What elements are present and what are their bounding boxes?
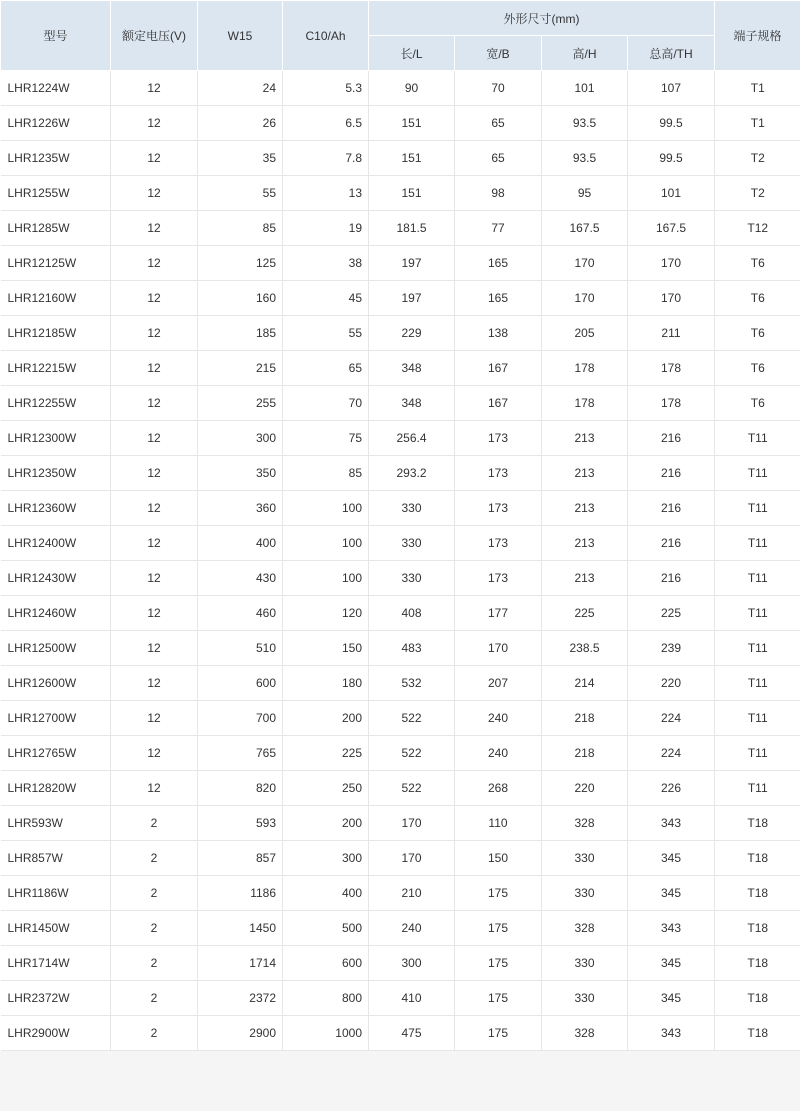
cell-w15: 350	[198, 456, 283, 491]
cell-voltage: 12	[111, 736, 198, 771]
cell-height: 330	[542, 876, 628, 911]
cell-width: 173	[455, 456, 542, 491]
cell-width: 77	[455, 211, 542, 246]
cell-capacity: 65	[283, 351, 369, 386]
cell-voltage: 12	[111, 701, 198, 736]
table-row	[1, 631, 800, 666]
table-row	[1, 106, 800, 141]
table-row	[1, 141, 800, 176]
cell-length: 483	[369, 631, 455, 666]
cell-terminal: T11	[715, 526, 800, 561]
cell-terminal: T1	[715, 71, 800, 106]
cell-w15: 460	[198, 596, 283, 631]
cell-w15: 26	[198, 106, 283, 141]
cell-height: 220	[542, 771, 628, 806]
cell-width: 167	[455, 386, 542, 421]
table-row	[1, 876, 800, 911]
cell-total-height: 343	[628, 806, 715, 841]
cell-height: 101	[542, 71, 628, 106]
cell-length: 348	[369, 351, 455, 386]
table-row	[1, 701, 800, 736]
cell-model: LHR12185W	[1, 316, 111, 351]
cell-capacity: 100	[283, 491, 369, 526]
header-total-height: 总高/TH	[628, 36, 715, 71]
cell-width: 268	[455, 771, 542, 806]
cell-total-height: 345	[628, 946, 715, 981]
cell-length: 256.4	[369, 421, 455, 456]
cell-model: LHR12360W	[1, 491, 111, 526]
cell-length: 522	[369, 736, 455, 771]
cell-total-height: 99.5	[628, 141, 715, 176]
cell-terminal: T18	[715, 1016, 800, 1051]
cell-length: 170	[369, 841, 455, 876]
cell-capacity: 19	[283, 211, 369, 246]
cell-capacity: 55	[283, 316, 369, 351]
cell-voltage: 12	[111, 526, 198, 561]
cell-terminal: T18	[715, 911, 800, 946]
cell-capacity: 38	[283, 246, 369, 281]
cell-model: LHR12215W	[1, 351, 111, 386]
cell-w15: 255	[198, 386, 283, 421]
cell-length: 532	[369, 666, 455, 701]
cell-capacity: 150	[283, 631, 369, 666]
cell-length: 522	[369, 771, 455, 806]
cell-length: 300	[369, 946, 455, 981]
cell-w15: 55	[198, 176, 283, 211]
cell-voltage: 12	[111, 71, 198, 106]
header-width: 宽/B	[455, 36, 542, 71]
table-row	[1, 421, 800, 456]
cell-total-height: 101	[628, 176, 715, 211]
cell-height: 93.5	[542, 141, 628, 176]
cell-height: 178	[542, 386, 628, 421]
cell-w15: 85	[198, 211, 283, 246]
cell-width: 150	[455, 841, 542, 876]
cell-total-height: 211	[628, 316, 715, 351]
cell-height: 205	[542, 316, 628, 351]
cell-height: 214	[542, 666, 628, 701]
cell-terminal: T11	[715, 701, 800, 736]
cell-width: 173	[455, 421, 542, 456]
cell-total-height: 224	[628, 736, 715, 771]
cell-voltage: 12	[111, 281, 198, 316]
cell-total-height: 178	[628, 386, 715, 421]
cell-length: 240	[369, 911, 455, 946]
cell-capacity: 7.8	[283, 141, 369, 176]
cell-model: LHR12255W	[1, 386, 111, 421]
cell-voltage: 12	[111, 631, 198, 666]
cell-terminal: T6	[715, 246, 800, 281]
cell-capacity: 100	[283, 561, 369, 596]
cell-voltage: 2	[111, 806, 198, 841]
cell-width: 173	[455, 526, 542, 561]
cell-total-height: 216	[628, 491, 715, 526]
header-w15: W15	[198, 1, 283, 71]
cell-w15: 125	[198, 246, 283, 281]
cell-terminal: T11	[715, 561, 800, 596]
cell-height: 218	[542, 701, 628, 736]
cell-terminal: T11	[715, 666, 800, 701]
cell-capacity: 1000	[283, 1016, 369, 1051]
table-header	[1, 1, 800, 71]
cell-voltage: 2	[111, 876, 198, 911]
table-row	[1, 526, 800, 561]
cell-capacity: 200	[283, 806, 369, 841]
cell-total-height: 343	[628, 1016, 715, 1051]
cell-voltage: 12	[111, 491, 198, 526]
cell-model: LHR593W	[1, 806, 111, 841]
cell-length: 293.2	[369, 456, 455, 491]
header-capacity: C10/Ah	[283, 1, 369, 71]
header-voltage: 额定电压(V)	[111, 1, 198, 71]
cell-length: 348	[369, 386, 455, 421]
cell-height: 330	[542, 981, 628, 1016]
cell-model: LHR12765W	[1, 736, 111, 771]
cell-voltage: 12	[111, 141, 198, 176]
cell-model: LHR12160W	[1, 281, 111, 316]
header-length: 长/L	[369, 36, 455, 71]
cell-capacity: 75	[283, 421, 369, 456]
cell-total-height: 216	[628, 456, 715, 491]
cell-total-height: 167.5	[628, 211, 715, 246]
cell-total-height: 343	[628, 911, 715, 946]
cell-capacity: 500	[283, 911, 369, 946]
cell-total-height: 178	[628, 351, 715, 386]
cell-height: 218	[542, 736, 628, 771]
cell-total-height: 216	[628, 526, 715, 561]
cell-model: LHR1226W	[1, 106, 111, 141]
cell-height: 170	[542, 246, 628, 281]
cell-capacity: 100	[283, 526, 369, 561]
cell-total-height: 170	[628, 281, 715, 316]
cell-width: 175	[455, 1016, 542, 1051]
cell-model: LHR2372W	[1, 981, 111, 1016]
cell-voltage: 12	[111, 316, 198, 351]
cell-terminal: T2	[715, 176, 800, 211]
cell-voltage: 2	[111, 1016, 198, 1051]
cell-voltage: 2	[111, 946, 198, 981]
cell-capacity: 70	[283, 386, 369, 421]
table-row	[1, 1016, 800, 1051]
cell-w15: 215	[198, 351, 283, 386]
cell-width: 167	[455, 351, 542, 386]
cell-terminal: T11	[715, 421, 800, 456]
cell-capacity: 600	[283, 946, 369, 981]
table-row	[1, 596, 800, 631]
cell-height: 328	[542, 911, 628, 946]
cell-w15: 2900	[198, 1016, 283, 1051]
cell-length: 90	[369, 71, 455, 106]
table-row	[1, 491, 800, 526]
cell-total-height: 170	[628, 246, 715, 281]
cell-voltage: 12	[111, 176, 198, 211]
cell-model: LHR12430W	[1, 561, 111, 596]
cell-length: 229	[369, 316, 455, 351]
cell-terminal: T18	[715, 841, 800, 876]
cell-w15: 35	[198, 141, 283, 176]
table-row	[1, 281, 800, 316]
cell-length: 475	[369, 1016, 455, 1051]
cell-terminal: T11	[715, 491, 800, 526]
cell-terminal: T18	[715, 981, 800, 1016]
cell-terminal: T11	[715, 456, 800, 491]
table-row	[1, 211, 800, 246]
cell-height: 238.5	[542, 631, 628, 666]
cell-capacity: 5.3	[283, 71, 369, 106]
cell-length: 410	[369, 981, 455, 1016]
cell-w15: 2372	[198, 981, 283, 1016]
cell-length: 408	[369, 596, 455, 631]
cell-w15: 24	[198, 71, 283, 106]
cell-w15: 593	[198, 806, 283, 841]
cell-w15: 400	[198, 526, 283, 561]
table-row	[1, 806, 800, 841]
cell-total-height: 216	[628, 561, 715, 596]
cell-voltage: 12	[111, 106, 198, 141]
cell-terminal: T2	[715, 141, 800, 176]
cell-capacity: 6.5	[283, 106, 369, 141]
cell-width: 175	[455, 911, 542, 946]
cell-width: 65	[455, 106, 542, 141]
cell-length: 197	[369, 281, 455, 316]
cell-total-height: 239	[628, 631, 715, 666]
cell-capacity: 45	[283, 281, 369, 316]
header-dimensions: 外形尺寸(mm)	[369, 1, 715, 36]
cell-capacity: 800	[283, 981, 369, 1016]
cell-total-height: 220	[628, 666, 715, 701]
table-row	[1, 351, 800, 386]
cell-capacity: 85	[283, 456, 369, 491]
table-row	[1, 736, 800, 771]
cell-height: 167.5	[542, 211, 628, 246]
cell-width: 173	[455, 491, 542, 526]
cell-model: LHR12125W	[1, 246, 111, 281]
cell-w15: 510	[198, 631, 283, 666]
cell-height: 213	[542, 561, 628, 596]
cell-voltage: 12	[111, 456, 198, 491]
cell-voltage: 12	[111, 246, 198, 281]
cell-total-height: 345	[628, 981, 715, 1016]
table-row	[1, 666, 800, 701]
cell-height: 225	[542, 596, 628, 631]
cell-height: 330	[542, 841, 628, 876]
cell-total-height: 224	[628, 701, 715, 736]
cell-w15: 1714	[198, 946, 283, 981]
cell-model: LHR1255W	[1, 176, 111, 211]
cell-length: 151	[369, 176, 455, 211]
cell-height: 213	[542, 526, 628, 561]
cell-model: LHR12820W	[1, 771, 111, 806]
cell-model: LHR1224W	[1, 71, 111, 106]
cell-w15: 820	[198, 771, 283, 806]
cell-height: 328	[542, 806, 628, 841]
cell-width: 165	[455, 246, 542, 281]
cell-voltage: 12	[111, 561, 198, 596]
table-row	[1, 316, 800, 351]
cell-voltage: 12	[111, 596, 198, 631]
cell-w15: 765	[198, 736, 283, 771]
cell-capacity: 300	[283, 841, 369, 876]
cell-voltage: 2	[111, 911, 198, 946]
cell-terminal: T6	[715, 281, 800, 316]
cell-height: 95	[542, 176, 628, 211]
cell-terminal: T11	[715, 596, 800, 631]
cell-width: 98	[455, 176, 542, 211]
cell-model: LHR12500W	[1, 631, 111, 666]
cell-length: 151	[369, 141, 455, 176]
cell-model: LHR12300W	[1, 421, 111, 456]
cell-length: 170	[369, 806, 455, 841]
cell-w15: 360	[198, 491, 283, 526]
cell-height: 330	[542, 946, 628, 981]
cell-terminal: T18	[715, 806, 800, 841]
cell-width: 177	[455, 596, 542, 631]
cell-terminal: T11	[715, 736, 800, 771]
cell-width: 110	[455, 806, 542, 841]
cell-w15: 1450	[198, 911, 283, 946]
cell-w15: 185	[198, 316, 283, 351]
cell-width: 240	[455, 701, 542, 736]
cell-model: LHR1450W	[1, 911, 111, 946]
cell-height: 213	[542, 456, 628, 491]
cell-width: 65	[455, 141, 542, 176]
cell-length: 210	[369, 876, 455, 911]
cell-total-height: 99.5	[628, 106, 715, 141]
cell-width: 173	[455, 561, 542, 596]
header-height: 高/H	[542, 36, 628, 71]
table-row	[1, 911, 800, 946]
cell-w15: 1186	[198, 876, 283, 911]
cell-terminal: T11	[715, 631, 800, 666]
cell-length: 330	[369, 491, 455, 526]
cell-height: 170	[542, 281, 628, 316]
cell-voltage: 12	[111, 421, 198, 456]
cell-model: LHR1714W	[1, 946, 111, 981]
table-row	[1, 246, 800, 281]
cell-width: 170	[455, 631, 542, 666]
table-row	[1, 981, 800, 1016]
cell-height: 213	[542, 491, 628, 526]
cell-model: LHR1186W	[1, 876, 111, 911]
cell-width: 70	[455, 71, 542, 106]
cell-height: 213	[542, 421, 628, 456]
cell-capacity: 225	[283, 736, 369, 771]
cell-model: LHR12400W	[1, 526, 111, 561]
cell-voltage: 12	[111, 771, 198, 806]
cell-model: LHR12600W	[1, 666, 111, 701]
cell-capacity: 180	[283, 666, 369, 701]
cell-total-height: 345	[628, 876, 715, 911]
table-row	[1, 71, 800, 106]
table-row	[1, 841, 800, 876]
table-row	[1, 386, 800, 421]
cell-voltage: 12	[111, 386, 198, 421]
cell-voltage: 2	[111, 841, 198, 876]
cell-w15: 300	[198, 421, 283, 456]
cell-capacity: 400	[283, 876, 369, 911]
cell-terminal: T1	[715, 106, 800, 141]
cell-length: 522	[369, 701, 455, 736]
cell-width: 175	[455, 876, 542, 911]
cell-terminal: T18	[715, 946, 800, 981]
cell-length: 181.5	[369, 211, 455, 246]
cell-terminal: T6	[715, 386, 800, 421]
cell-width: 175	[455, 946, 542, 981]
cell-capacity: 120	[283, 596, 369, 631]
cell-model: LHR12700W	[1, 701, 111, 736]
cell-height: 328	[542, 1016, 628, 1051]
table-row	[1, 771, 800, 806]
cell-height: 93.5	[542, 106, 628, 141]
cell-voltage: 12	[111, 666, 198, 701]
cell-voltage: 12	[111, 351, 198, 386]
header-terminal: 端子规格	[715, 1, 800, 71]
cell-terminal: T18	[715, 876, 800, 911]
cell-total-height: 107	[628, 71, 715, 106]
cell-width: 165	[455, 281, 542, 316]
cell-voltage: 2	[111, 981, 198, 1016]
table-row	[1, 561, 800, 596]
cell-model: LHR1285W	[1, 211, 111, 246]
cell-total-height: 225	[628, 596, 715, 631]
cell-w15: 430	[198, 561, 283, 596]
cell-terminal: T6	[715, 316, 800, 351]
cell-width: 138	[455, 316, 542, 351]
cell-voltage: 12	[111, 211, 198, 246]
cell-capacity: 250	[283, 771, 369, 806]
table-row	[1, 456, 800, 491]
cell-width: 207	[455, 666, 542, 701]
cell-terminal: T12	[715, 211, 800, 246]
cell-terminal: T11	[715, 771, 800, 806]
cell-length: 330	[369, 561, 455, 596]
cell-model: LHR2900W	[1, 1016, 111, 1051]
cell-model: LHR1235W	[1, 141, 111, 176]
cell-model: LHR12350W	[1, 456, 111, 491]
cell-length: 330	[369, 526, 455, 561]
table-row	[1, 946, 800, 981]
cell-capacity: 200	[283, 701, 369, 736]
cell-w15: 700	[198, 701, 283, 736]
cell-w15: 857	[198, 841, 283, 876]
cell-model: LHR12460W	[1, 596, 111, 631]
cell-model: LHR857W	[1, 841, 111, 876]
cell-capacity: 13	[283, 176, 369, 211]
cell-total-height: 226	[628, 771, 715, 806]
header-model: 型号	[1, 1, 111, 71]
table-row	[1, 176, 800, 211]
cell-width: 175	[455, 981, 542, 1016]
cell-total-height: 216	[628, 421, 715, 456]
cell-length: 197	[369, 246, 455, 281]
cell-width: 240	[455, 736, 542, 771]
cell-total-height: 345	[628, 841, 715, 876]
cell-w15: 160	[198, 281, 283, 316]
cell-length: 151	[369, 106, 455, 141]
cell-height: 178	[542, 351, 628, 386]
table-body	[1, 71, 800, 1051]
cell-w15: 600	[198, 666, 283, 701]
cell-terminal: T6	[715, 351, 800, 386]
